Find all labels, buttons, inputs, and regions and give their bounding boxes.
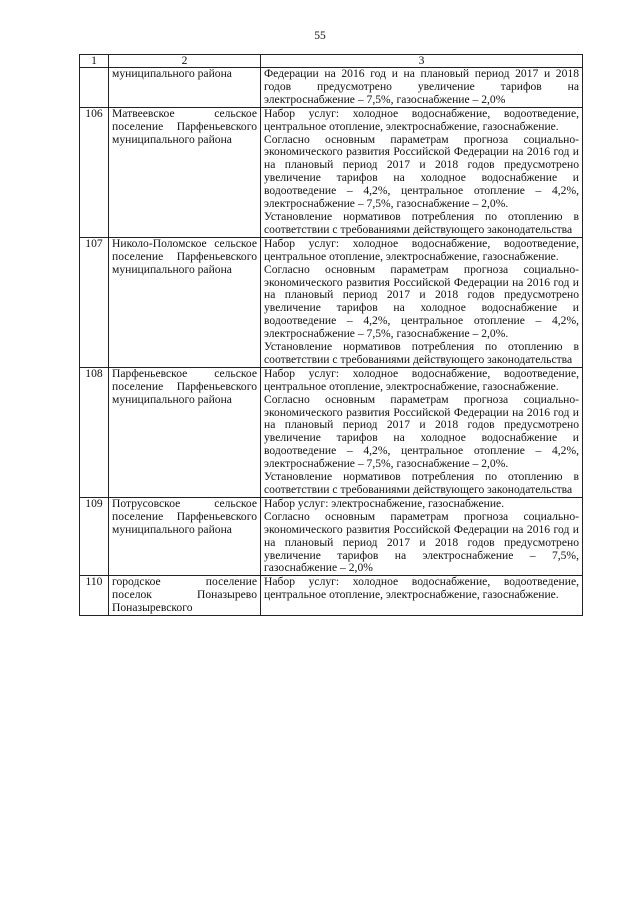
municipality-name: Парфеньевское сельское поселение Парфеньевского муниципального района xyxy=(109,367,261,497)
row-number xyxy=(80,68,109,108)
tariff-description xyxy=(261,367,583,497)
municipality-name: Потрусовское сельское поселение Парфеньевского муниципального района xyxy=(109,497,261,575)
tariff-paragraph: Согласно основным параметрам прогноза социально-экономического развития Российской Федерации на 2016 год и на плановый период 2017 и 2018 годов предусмотрено увеличение тарифов на холодное водоснабжение и водоотведение – 4,2%, центральное отопление – 4,2%, электроснабжение – 7,5%, газоснабжение – 2,0%. xyxy=(264,262,579,341)
tariff-description xyxy=(261,237,583,367)
tariff-paragraph: Установление нормативов потребления по отоплению в соответствии с требованиями действующего законодательства xyxy=(264,340,579,366)
municipality-name: муниципального района xyxy=(109,68,261,108)
municipality-name: Матвеевское сельское поселение Парфеньевского муниципального района xyxy=(109,107,261,237)
tariff-paragraph: Согласно основным параметрам прогноза социально-экономического развития Российской Федерации на 2016 год и на плановый период 2017 и 2018 годов предусмотрено увеличение тарифов на холодное водоснабжение и водоотведение – 4,2%, центральное отопление – 4,2%, электроснабжение – 7,5%, газоснабжение – 2,0%. xyxy=(264,392,579,471)
row-number: 110 xyxy=(80,576,109,616)
header-col-1: 1 xyxy=(80,55,109,68)
table-row xyxy=(80,68,583,108)
tariff-paragraph: Набор услуг: холодное водоснабжение, водоотведение, центральное отопление, электроснабжение, газоснабжение. xyxy=(264,106,579,133)
tariff-paragraph: Набор услуг: холодное водоснабжение, водоотведение, центральное отопление, электроснабжение, газоснабжение. xyxy=(264,575,579,602)
tariff-paragraph: Установление нормативов потребления по отоплению в соответствии с требованиями действующего законодательства xyxy=(264,209,579,236)
municipality-name: Николо-Поломское сельское поселение Парфеньевского муниципального района xyxy=(109,237,261,367)
tariff-description xyxy=(261,497,583,575)
table-row xyxy=(80,576,583,616)
row-number: 107 xyxy=(80,237,109,367)
row-number: 106 xyxy=(80,107,109,237)
row-number: 108 xyxy=(80,367,109,497)
tariff-paragraph: Набор услуг: холодное водоснабжение, водоотведение, центральное отопление, электроснабжение, газоснабжение. xyxy=(264,366,579,393)
page-number: 55 xyxy=(314,30,326,42)
table-header-row xyxy=(80,55,583,68)
tariff-paragraph: Набор услуг: электроснабжение, газоснабжение. xyxy=(264,496,505,510)
tariff-description xyxy=(261,68,583,108)
table-row xyxy=(80,497,583,575)
header-col-2: 2 xyxy=(109,55,261,68)
tariff-description xyxy=(261,107,583,237)
table-row xyxy=(80,107,583,237)
row-number: 109 xyxy=(80,497,109,575)
tariff-description xyxy=(261,576,583,616)
municipality-name: городское поселение поселок Поназырево Поназыревского xyxy=(109,576,261,616)
tariff-table xyxy=(79,54,583,616)
tariff-paragraph: Согласно основным параметрам прогноза социально-экономического развития Российской Федерации на 2016 год и на плановый период 2017 и 2018 годов предусмотрено увеличение тарифов на электроснабжение – 7,5%, газоснабжение – 2,0% xyxy=(264,509,579,575)
tariff-paragraph: Согласно основным параметрам прогноза социально-экономического развития Российской Федерации на 2016 год и на плановый период 2017 и 2018 годов предусмотрено увеличение тарифов на холодное водоснабжение и водоотведение – 4,2%, центральное отопление – 4,2%, электроснабжение – 7,5%, газоснабжение – 2,0%. xyxy=(264,132,579,211)
table-row xyxy=(80,367,583,497)
tariff-paragraph: Установление нормативов потребления по отоплению в соответствии с требованиями действующего законодательства xyxy=(264,470,579,496)
table-row xyxy=(80,237,583,367)
tariff-paragraph: Федерации на 2016 год и на плановый период 2017 и 2018 годов предусмотрено увеличение тарифов на электроснабжение – 7,5%, газоснабжение – 2,0% xyxy=(264,67,579,106)
header-col-3: 3 xyxy=(261,55,583,68)
tariff-paragraph: Набор услуг: холодное водоснабжение, водоотведение, центральное отопление, электроснабжение, газоснабжение. xyxy=(264,236,579,263)
